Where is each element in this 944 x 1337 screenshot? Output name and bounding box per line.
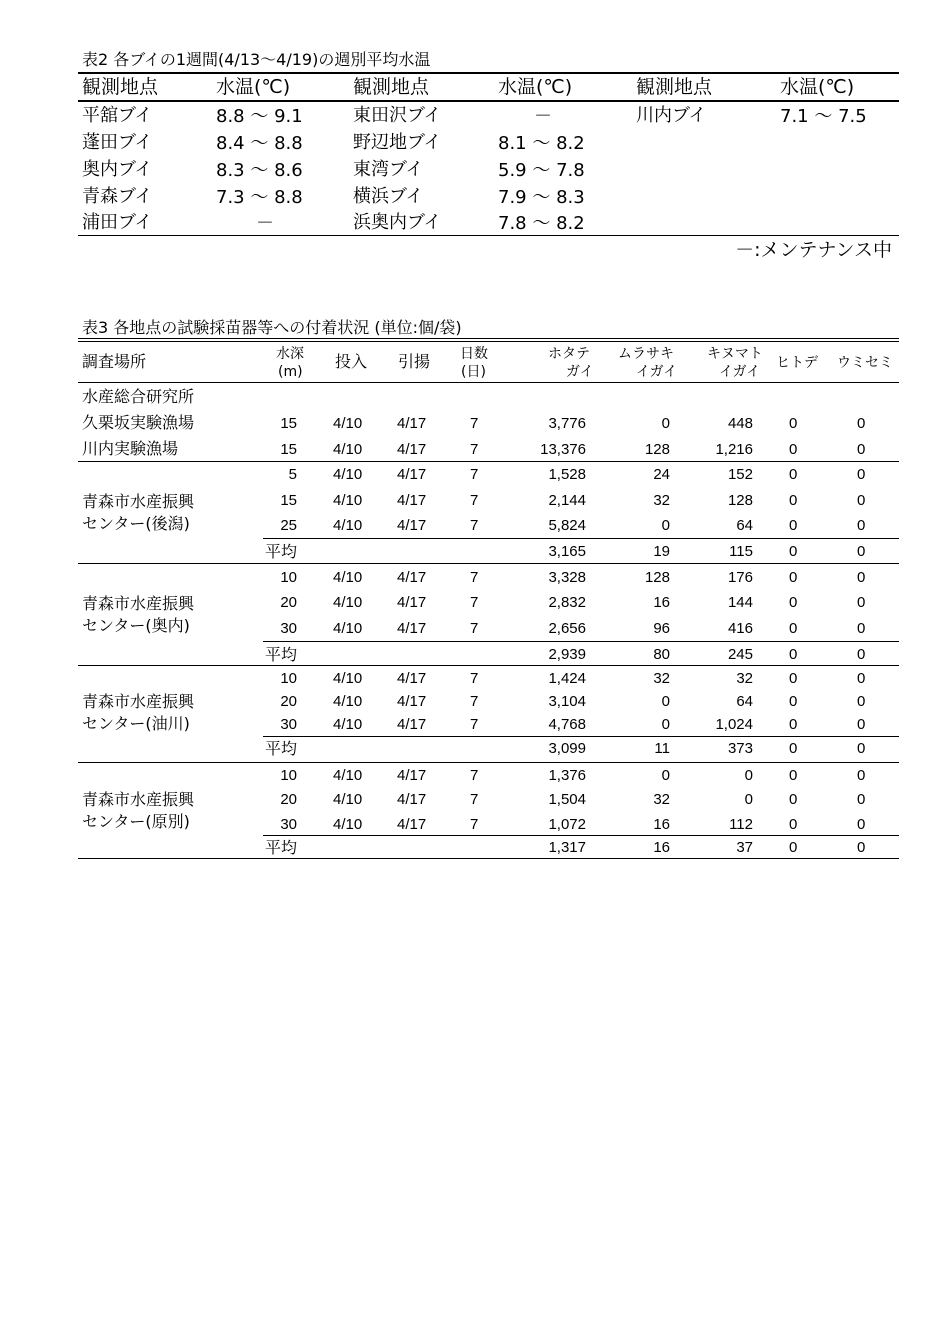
group-separator	[78, 858, 899, 859]
scallop-cell: 1,528	[548, 466, 586, 483]
avg-scallop-cell: 1,317	[548, 839, 586, 856]
out-date-cell: 4/17	[397, 569, 427, 586]
umisemi-cell: 0	[857, 767, 866, 784]
in-date-cell: 4/10	[333, 693, 363, 710]
hitode-cell: 0	[789, 517, 798, 534]
avg-murasaki-cell: 80	[653, 646, 670, 663]
in-date-cell: 4/10	[333, 492, 363, 509]
umisemi-cell: 0	[857, 693, 866, 710]
out-date-cell: 4/17	[397, 492, 427, 509]
hitode-cell: 0	[789, 791, 798, 808]
murasaki-cell: 128	[644, 569, 670, 586]
table3-title: 表3 各地点の試験採苗器等への付着状況 (単位:個/袋)	[82, 318, 462, 337]
hitode-cell: 0	[789, 415, 798, 432]
umisemi-cell: 0	[857, 569, 866, 586]
avg-murasaki-cell: 19	[653, 543, 670, 560]
avg-hitode-cell: 0	[789, 646, 798, 663]
kinumato-cell: 416	[727, 620, 753, 637]
table2-title: 表2 各ブイの1週間(4/13～4/19)の週別平均水温	[82, 50, 431, 69]
kinumato-cell: 128	[727, 492, 753, 509]
group-label: 青森市水産振興	[82, 692, 195, 711]
days-cell: 7	[470, 517, 479, 534]
table3-header-days: 日数	[460, 346, 488, 362]
scallop-cell: 1,072	[548, 816, 586, 833]
in-date-cell: 4/10	[333, 466, 363, 483]
out-date-cell: 4/17	[397, 693, 427, 710]
avg-hitode-cell: 0	[789, 839, 798, 856]
in-date-cell: 4/10	[333, 767, 363, 784]
days-cell: 7	[470, 620, 479, 637]
in-date-cell: 4/10	[333, 670, 363, 687]
scallop-cell: 3,328	[548, 569, 586, 586]
table3-header-kinumato: キヌマト	[707, 346, 763, 362]
umisemi-cell: 0	[857, 620, 866, 637]
average-rule	[263, 641, 899, 642]
out-date-cell: 4/17	[397, 441, 427, 458]
murasaki-cell: 0	[661, 716, 670, 733]
out-date-cell: 4/17	[397, 594, 427, 611]
avg-kinumato-cell: 245	[727, 646, 753, 663]
hitode-cell: 0	[789, 767, 798, 784]
average-label: 平均	[265, 542, 298, 561]
scallop-cell: 1,504	[548, 791, 586, 808]
depth-cell: 10	[280, 767, 297, 784]
group-label: 青森市水産振興	[82, 790, 195, 809]
avg-scallop-cell: 3,099	[548, 740, 586, 757]
hitode-cell: 0	[789, 594, 798, 611]
days-cell: 7	[470, 415, 479, 432]
depth-cell: 5	[288, 466, 297, 483]
table3-header-place: 調査場所	[82, 352, 147, 371]
hitode-cell: 0	[789, 816, 798, 833]
hitode-cell: 0	[789, 670, 798, 687]
in-date-cell: 4/10	[333, 620, 363, 637]
scallop-cell: 5,824	[548, 517, 586, 534]
site-name: 久栗坂実験漁場	[82, 413, 195, 432]
table2-cell: 7.1 ～ 7.5	[780, 106, 867, 127]
group-separator	[78, 461, 899, 462]
murasaki-cell: 24	[653, 466, 670, 483]
scallop-cell: 4,768	[548, 716, 586, 733]
in-date-cell: 4/10	[333, 517, 363, 534]
table2-cell: 8.1 ～ 8.2	[498, 133, 585, 154]
umisemi-cell: 0	[857, 415, 866, 432]
in-date-cell: 4/10	[333, 441, 363, 458]
umisemi-cell: 0	[857, 594, 866, 611]
murasaki-cell: 0	[661, 415, 670, 432]
days-cell: 7	[470, 791, 479, 808]
umisemi-cell: 0	[857, 670, 866, 687]
table2-cell: 7.8 ～ 8.2	[498, 213, 585, 234]
table2-cell: 7.3 ～ 8.8	[216, 187, 303, 208]
depth-cell: 30	[280, 716, 297, 733]
table2-cell: 7.9 ～ 8.3	[498, 187, 585, 208]
table2-header-temp-3: 水温(℃)	[780, 76, 855, 98]
table3-header-kinumato-2: イガイ	[719, 364, 761, 380]
table3-header-depth-unit: (m)	[278, 364, 303, 380]
average-label: 平均	[265, 645, 298, 664]
group-label: 青森市水産振興	[82, 492, 195, 511]
in-date-cell: 4/10	[333, 569, 363, 586]
days-cell: 7	[470, 716, 479, 733]
kinumato-cell: 176	[727, 569, 753, 586]
table2-cell: 東田沢ブイ	[353, 105, 442, 126]
days-cell: 7	[470, 670, 479, 687]
depth-cell: 15	[280, 492, 297, 509]
average-label: 平均	[265, 739, 298, 758]
out-date-cell: 4/17	[397, 716, 427, 733]
average-rule	[263, 538, 899, 539]
kinumato-cell: 1,024	[715, 716, 753, 733]
depth-cell: 15	[280, 441, 297, 458]
table2-header-location-1: 観測地点	[82, 76, 159, 98]
murasaki-cell: 16	[653, 594, 670, 611]
table2-cell: 浦田ブイ	[82, 212, 153, 233]
in-date-cell: 4/10	[333, 594, 363, 611]
kinumato-cell: 152	[727, 466, 753, 483]
avg-umisemi-cell: 0	[857, 646, 866, 663]
days-cell: 7	[470, 693, 479, 710]
site-name: 川内実験漁場	[82, 439, 179, 458]
hitode-cell: 0	[789, 716, 798, 733]
depth-cell: 30	[280, 620, 297, 637]
table2-cell: 5.9 ～ 7.8	[498, 160, 585, 181]
group-separator	[78, 762, 899, 763]
avg-hitode-cell: 0	[789, 740, 798, 757]
group-label: センター(奥内)	[82, 616, 190, 635]
murasaki-cell: 128	[644, 441, 670, 458]
avg-scallop-cell: 2,939	[548, 646, 586, 663]
days-cell: 7	[470, 569, 479, 586]
murasaki-cell: 0	[661, 517, 670, 534]
days-cell: 7	[470, 816, 479, 833]
in-date-cell: 4/10	[333, 791, 363, 808]
table3-header-in: 投入	[335, 352, 368, 371]
kinumato-cell: 64	[736, 693, 753, 710]
table2-top-rule	[78, 72, 899, 74]
avg-kinumato-cell: 37	[736, 839, 753, 856]
kinumato-cell: 448	[727, 415, 753, 432]
murasaki-cell: 16	[653, 816, 670, 833]
scallop-cell: 2,832	[548, 594, 586, 611]
group-label: 青森市水産振興	[82, 594, 195, 613]
murasaki-cell: 96	[653, 620, 670, 637]
umisemi-cell: 0	[857, 466, 866, 483]
out-date-cell: 4/17	[397, 415, 427, 432]
table3-top-rule	[78, 338, 899, 339]
depth-cell: 10	[280, 569, 297, 586]
depth-cell: 20	[280, 594, 297, 611]
scallop-cell: 2,144	[548, 492, 586, 509]
murasaki-cell: 0	[661, 767, 670, 784]
hitode-cell: 0	[789, 620, 798, 637]
table2-cell: 蓬田ブイ	[82, 132, 153, 153]
table2-bottom-rule	[78, 235, 899, 236]
hitode-cell: 0	[789, 569, 798, 586]
table2-cell: 青森ブイ	[82, 186, 153, 207]
scallop-cell: 2,656	[548, 620, 586, 637]
out-date-cell: 4/17	[397, 620, 427, 637]
avg-umisemi-cell: 0	[857, 543, 866, 560]
murasaki-cell: 32	[653, 670, 670, 687]
murasaki-cell: 32	[653, 492, 670, 509]
out-date-cell: 4/17	[397, 767, 427, 784]
out-date-cell: 4/17	[397, 791, 427, 808]
avg-scallop-cell: 3,165	[548, 543, 586, 560]
in-date-cell: 4/10	[333, 816, 363, 833]
avg-murasaki-cell: 11	[654, 740, 670, 757]
group-separator	[78, 665, 899, 666]
table3-top-rule-2	[78, 341, 899, 342]
table3-header-rule	[78, 382, 899, 383]
table2-cell: －	[256, 213, 274, 234]
out-date-cell: 4/17	[397, 517, 427, 534]
murasaki-cell: 0	[661, 693, 670, 710]
group-separator	[78, 563, 899, 564]
umisemi-cell: 0	[857, 791, 866, 808]
kinumato-cell: 64	[736, 517, 753, 534]
umisemi-cell: 0	[857, 492, 866, 509]
table2-header-temp-1: 水温(℃)	[216, 76, 291, 98]
depth-cell: 15	[280, 415, 297, 432]
table3-header-murasaki-2: イガイ	[636, 364, 678, 380]
average-label: 平均	[265, 838, 298, 857]
table3-header-out: 引揚	[398, 352, 431, 371]
out-date-cell: 4/17	[397, 670, 427, 687]
kinumato-cell: 112	[729, 816, 753, 833]
table2-cell: 平舘ブイ	[82, 105, 153, 126]
scallop-cell: 3,776	[548, 415, 586, 432]
table2-cell: 浜奥内ブイ	[353, 212, 442, 233]
table2-cell: 横浜ブイ	[353, 186, 424, 207]
days-cell: 7	[470, 767, 479, 784]
group-label: センター(後潟)	[82, 514, 190, 533]
depth-cell: 10	[280, 670, 297, 687]
avg-kinumato-cell: 115	[729, 543, 753, 560]
table2-header-location-3: 観測地点	[636, 76, 713, 98]
table2-header-rule	[78, 100, 899, 102]
days-cell: 7	[470, 441, 479, 458]
group-label: センター(油川)	[82, 714, 190, 733]
table3-header-scallop: ホタテ	[548, 346, 590, 362]
table3-header-hitode: ヒトデ	[776, 355, 818, 371]
table2-cell: 川内ブイ	[636, 105, 707, 126]
table2-header-temp-2: 水温(℃)	[498, 76, 573, 98]
table3-header-days-unit: (日)	[461, 364, 486, 380]
umisemi-cell: 0	[857, 517, 866, 534]
group-label: センター(原別)	[82, 812, 190, 831]
depth-cell: 25	[280, 517, 297, 534]
kinumato-cell: 0	[744, 791, 753, 808]
table3-header-depth: 水深	[276, 346, 304, 362]
avg-kinumato-cell: 373	[727, 740, 753, 757]
table2-cell: 奥内ブイ	[82, 159, 153, 180]
out-date-cell: 4/17	[397, 816, 427, 833]
hitode-cell: 0	[789, 693, 798, 710]
depth-cell: 20	[280, 791, 297, 808]
table2-note: －:メンテナンス中	[735, 239, 892, 261]
days-cell: 7	[470, 466, 479, 483]
umisemi-cell: 0	[857, 441, 866, 458]
in-date-cell: 4/10	[333, 716, 363, 733]
table3-header-umisemi: ウミセミ	[837, 355, 893, 371]
table3-header-murasaki: ムラサキ	[618, 346, 674, 362]
murasaki-cell: 32	[653, 791, 670, 808]
hitode-cell: 0	[789, 466, 798, 483]
avg-umisemi-cell: 0	[857, 839, 866, 856]
table2-cell: 8.8 ～ 9.1	[216, 106, 303, 127]
scallop-cell: 3,104	[548, 693, 586, 710]
days-cell: 7	[470, 594, 479, 611]
scallop-cell: 13,376	[540, 441, 586, 458]
kinumato-cell: 1,216	[715, 441, 753, 458]
hitode-cell: 0	[789, 441, 798, 458]
umisemi-cell: 0	[857, 816, 866, 833]
average-rule	[263, 835, 899, 836]
avg-hitode-cell: 0	[789, 543, 798, 560]
avg-umisemi-cell: 0	[857, 740, 866, 757]
hitode-cell: 0	[789, 492, 798, 509]
umisemi-cell: 0	[857, 716, 866, 733]
kinumato-cell: 144	[727, 594, 753, 611]
table2-cell: 野辺地ブイ	[353, 132, 442, 153]
out-date-cell: 4/17	[397, 466, 427, 483]
in-date-cell: 4/10	[333, 415, 363, 432]
table2-cell: 8.3 ～ 8.6	[216, 160, 303, 181]
table2-cell: 8.4 ～ 8.8	[216, 133, 303, 154]
table3-header-scallop-2: ガイ	[566, 364, 594, 380]
institute-name: 水産総合研究所	[82, 387, 195, 406]
table2-cell: 東湾ブイ	[353, 159, 424, 180]
scallop-cell: 1,424	[548, 670, 586, 687]
table2-header-location-2: 観測地点	[353, 76, 430, 98]
table2-cell: －	[534, 106, 552, 127]
depth-cell: 30	[280, 816, 297, 833]
kinumato-cell: 32	[736, 670, 753, 687]
days-cell: 7	[470, 492, 479, 509]
depth-cell: 20	[280, 693, 297, 710]
scallop-cell: 1,376	[548, 767, 586, 784]
average-rule	[263, 736, 899, 737]
kinumato-cell: 0	[744, 767, 753, 784]
avg-murasaki-cell: 16	[653, 839, 670, 856]
